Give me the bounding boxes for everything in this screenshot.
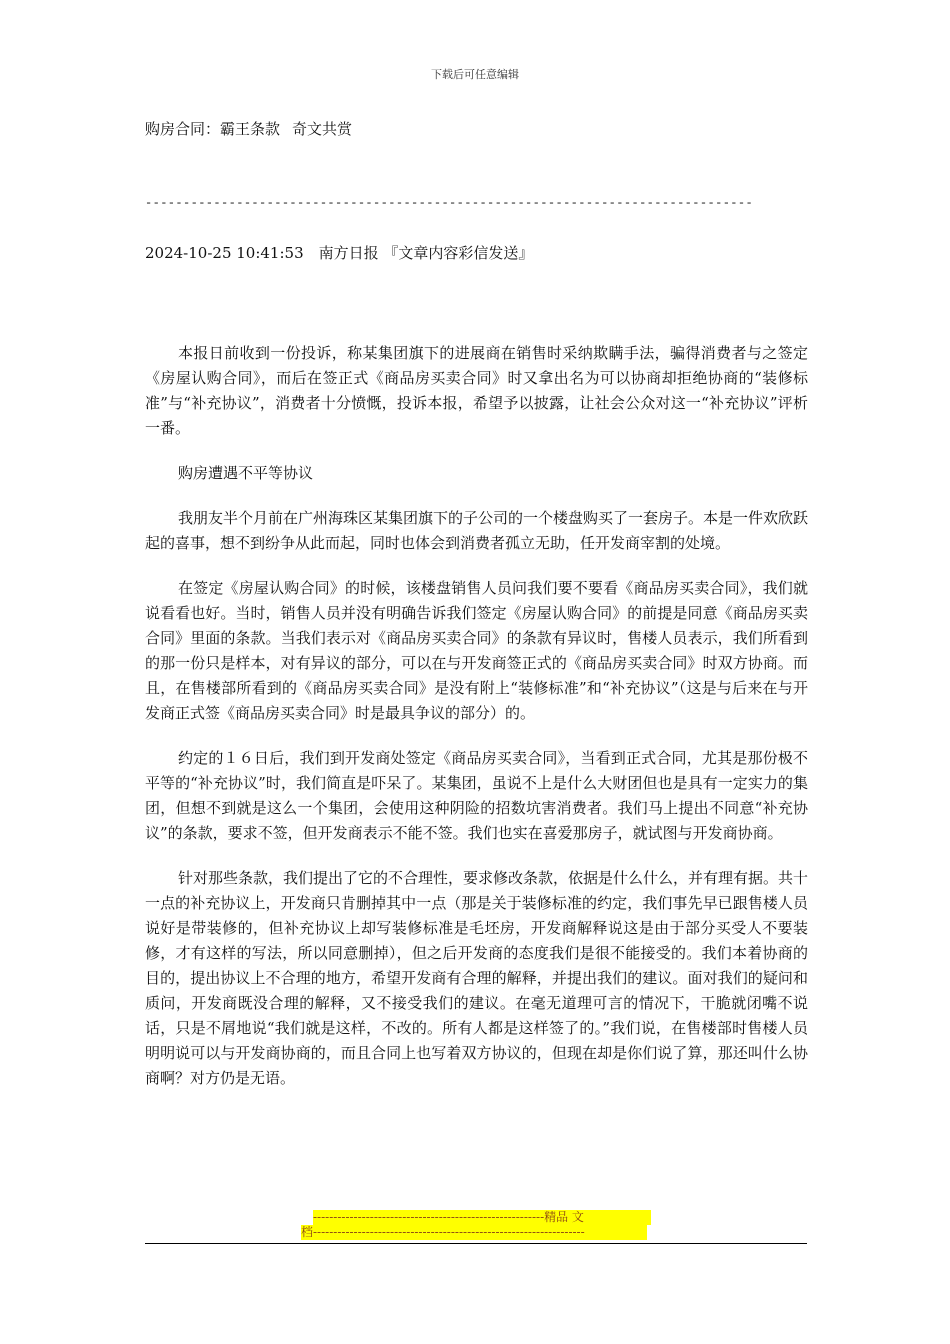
article-title (145, 118, 352, 139)
article-body (145, 341, 808, 1111)
footer-watermark (301, 1210, 651, 1240)
paragraph: 针对那些条款，我们提出了它的不合理性，要求修改条款，依据是什么什么，并有理有据。共十一点的补充协议上，开发商只肯删掉其中一点（那是关于装修标准的约定，我们事先早已跟售楼人员说好是带装修的，但补充协议上却写装修标准是毛坯房，开发商解释说这是由于部分买受人不要装修，才有这样的写法，所以同意删掉），但之后开发商的态度我们是很不能接受的。我们本着协商的目的，提出协议上不合理的地方，希望开发商有合理的解释，并提出我们的建议。面对我们的疑问和质问，开发商既没合理的解释，又不接受我们的建议。在毫无道理可言的情况下，干脆就闭嘴不说话，只是不屑地说“我们就是这样，不改的。所有人都是这样签了的。”我们说，在售楼部时售楼人员明明说可以与开发商协商的，而且合同上也写着双方协议的，但现在却是你们说了算，那还叫什么协商啊？对方仍是无语。 (145, 869, 809, 1087)
paragraph: 我朋友半个月前在广州海珠区某集团旗下的子公司的一个楼盘购买了一套房子。本是一件欢欣跃起的喜事，想不到纷争从此而起，同时也体会到消费者孤立无助，任开发商宰割的处境。 (145, 509, 809, 552)
article-meta: 2024-10-25 10:41:53 南方日报 『文章内容彩信发送』 (145, 244, 534, 262)
bottom-divider (145, 1243, 807, 1244)
footer-line-1: ---------------------------------------------------------精品 文 (313, 1210, 651, 1225)
article-title-main: 购房合同：霸王条款 (145, 120, 281, 138)
footer-line-2: 档------------------------------------------------------------------- (301, 1225, 647, 1240)
header-note: 下载后可任意编辑 (431, 68, 519, 81)
paragraph: 在签定《房屋认购合同》的时候，该楼盘销售人员问我们要不要看《商品房买卖合同》，我们就说看看也好。当时，销售人员并没有明确告诉我们签定《房屋认购合同》的前提是同意《商品房买卖合同》里面的条款。当我们表示对《商品房买卖合同》的条款有异议时，售楼人员表示，我们所看到的那一份只是样本，对有异议的部分，可以在与开发商签正式的《商品房买卖合同》时双方协商。而且，在售楼部所看到的《商品房买卖合同》是没有附上“装修标准”和“补充协议”（这是与后来在与开发商正式签《商品房买卖合同》时是最具争议的部分）的。 (145, 579, 808, 722)
section-heading: 购房遭遇不平等协议 (178, 464, 314, 482)
dashed-separator: -------------------------------------------------------------------------------- (145, 196, 754, 210)
article-title-sub: 奇文共赏 (292, 120, 353, 138)
paragraph: 约定的１６日后，我们到开发商处签定《商品房买卖合同》，当看到正式合同，尤其是那份极不平等的“补充协议”时，我们简直是吓呆了。某集团，虽说不上是什么大财团但也是具有一定实力的集团，但想不到就是这么一个集团，会使用这种阴险的招数坑害消费者。我们马上提出不同意“补充协议”的条款，要求不签，但开发商表示不能不签。我们也实在喜爱那房子，就试图与开发商协商。 (145, 749, 808, 842)
paragraph-intro: 本报日前收到一份投诉，称某集团旗下的进展商在销售时采纳欺瞒手法，骗得消费者与之签定《房屋认购合同》，而后在签正式《商品房买卖合同》时又拿出名为可以协商却拒绝协商的“装修标准”与“补充协议”，消费者十分愤慨，投诉本报，希望予以披露，让社会公众对这一“补充协议”评析一番。 (145, 344, 808, 437)
